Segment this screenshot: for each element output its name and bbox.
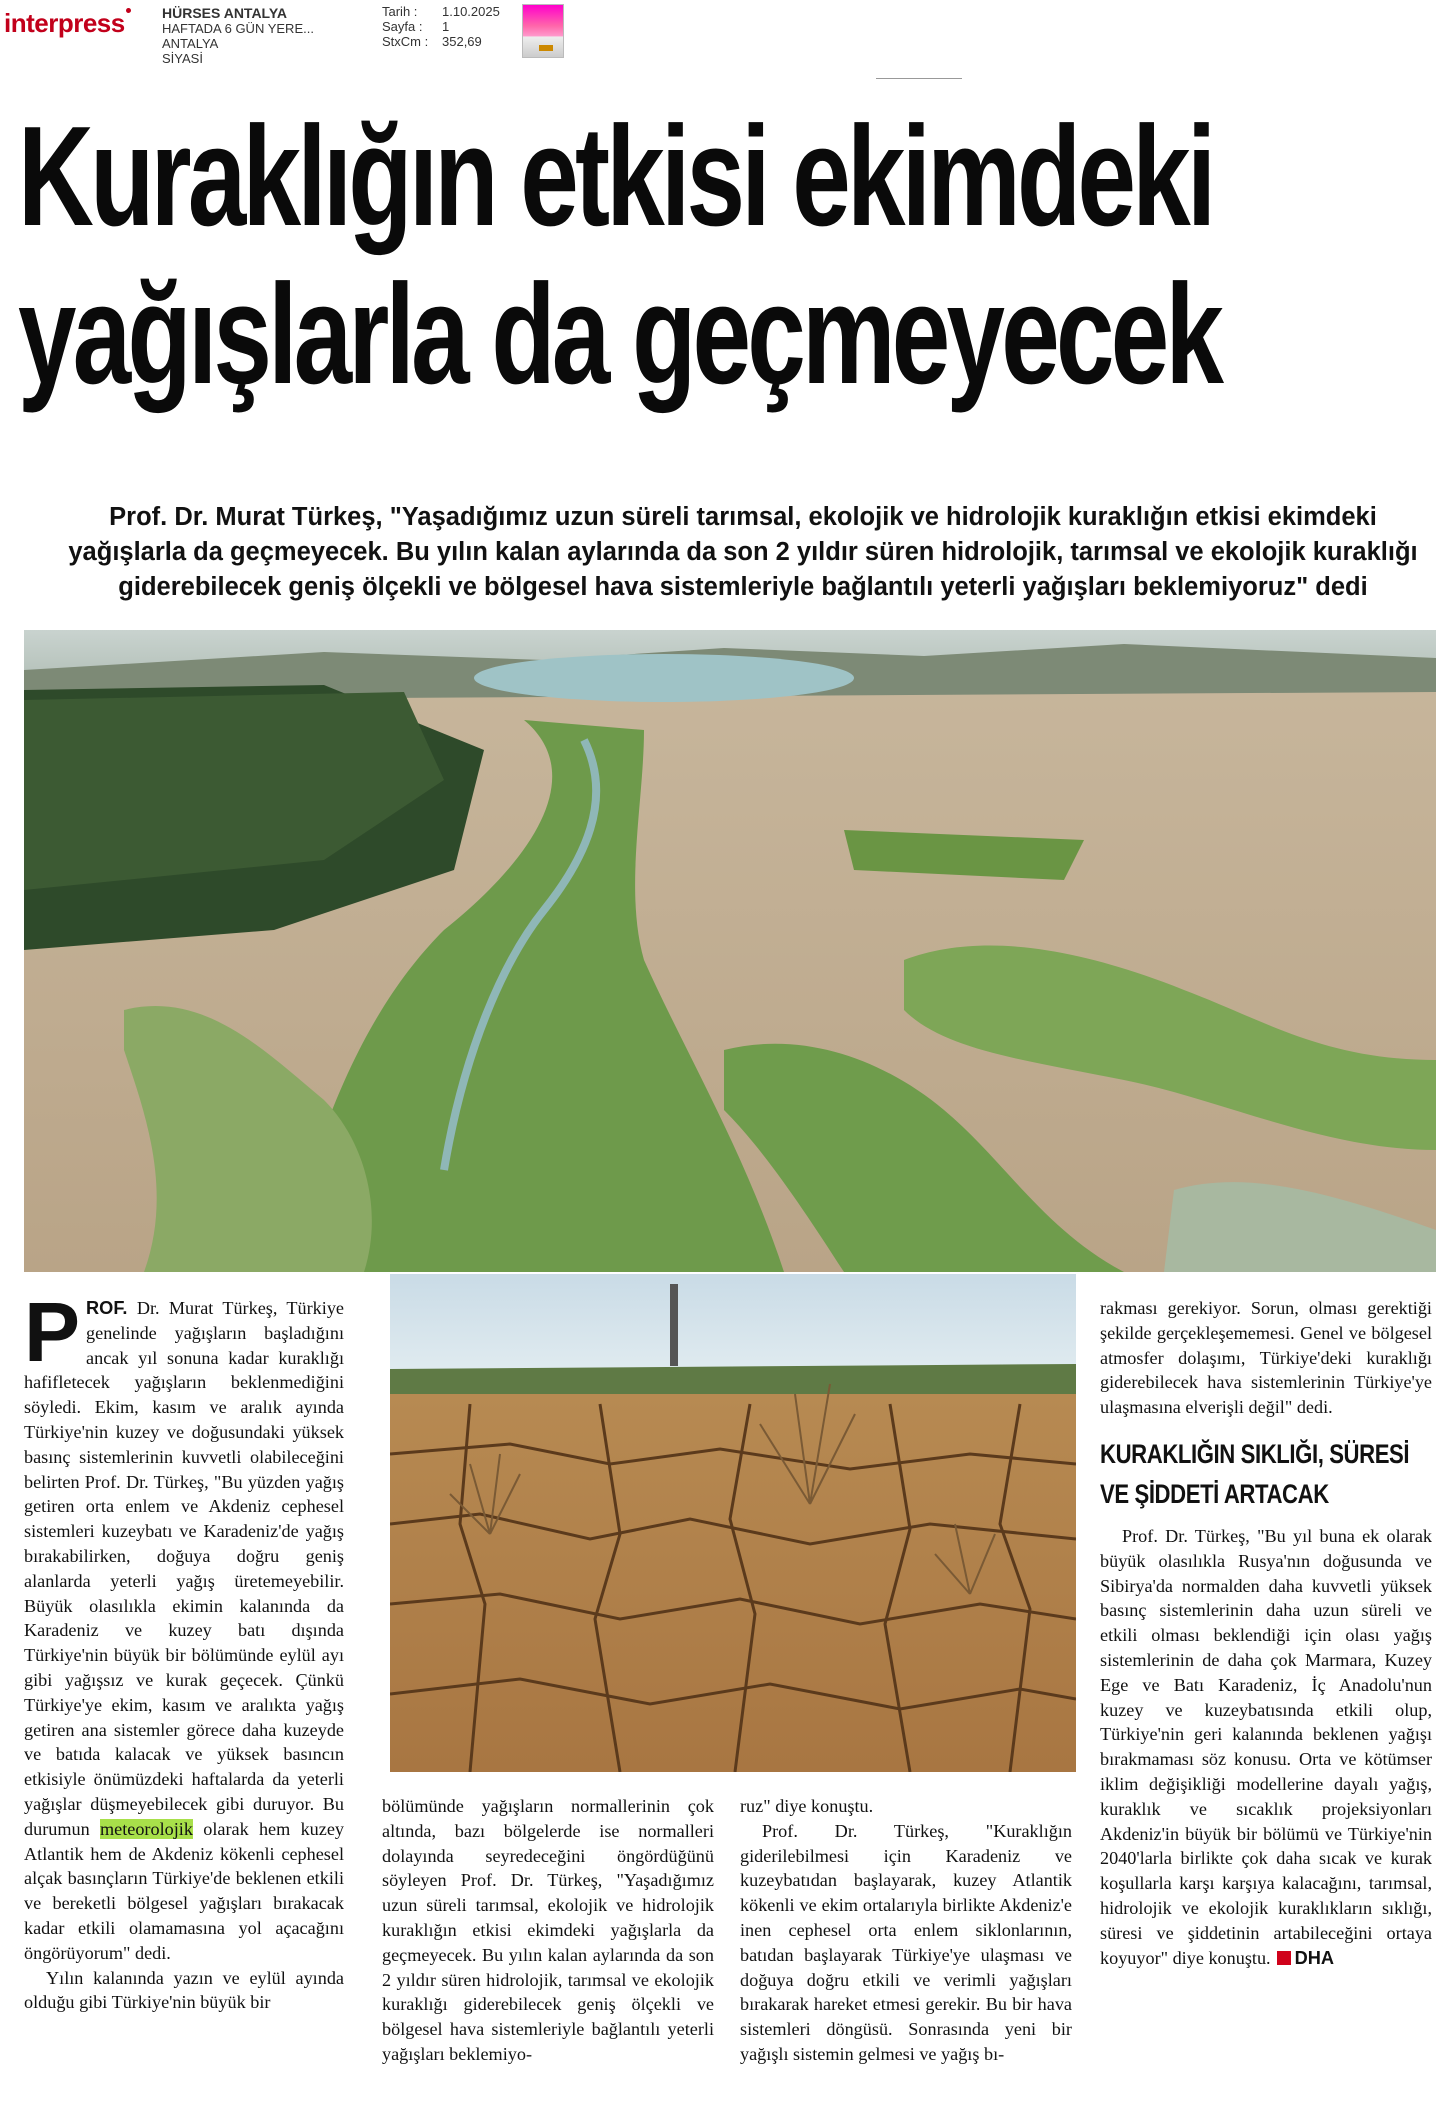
subheading-line-2: VE ŞİDDETİ ARTACAK bbox=[1100, 1478, 1329, 1509]
article-column-2 bbox=[382, 1794, 714, 2067]
article-paragraph: Prof. Dr. Türkeş, "Kuraklığın giderilebilmesi için Karadeniz ve kuzeybatıdan başlayarak, kuzey Atlantik kökenli ve ekim ortalarıyla birlikte Akdeniz'e inen cephesel orta enlem siklonlarının, batıdan başlayarak Türkiye'ye ulaşması ve doğuya doğru etkili ve verimli yağışları bırakarak hareket etmesi gerekir. Bu bir hava sistemleri döngüsü. Sonrasında yeni bir yağışlı sistemin gelmesi ve yağış bı- bbox=[740, 1820, 1072, 2064]
article-paragraph bbox=[24, 1285, 344, 1966]
agency-signature: DHA bbox=[1294, 1947, 1335, 1968]
paragraph-text: Prof. Dr. Türkeş, "Bu yıl buna ek olarak büyük olasılıkla Rusya'nın doğusunda ve Sibirya'da normalden daha kuvvetli yüksek basınç sistemlerinin daha uzun süreli ve etkili olması beklendiği için olası yağış sistemlerinin de daha çok Marmara, Kuzey Ege ve Batı Karadeniz, İç Anadolu'nun kuzey ve kuzeybatısında etkili olup, Türkiye'nin geri kalanında beklenen yağışı bırakmaması söz konusu. Orta ve kötümser iklim değişikliği modellerine dayalı yağış, kuraklık ve sıcaklık projeksiyonları Akdeniz'in büyük bir bölümü ve Türkiye'nin 2040'larla birlikte çok daha sıcak ve kurak koşullarla karşı karşıya kalacağını, tarımsal, hidrolojik ve ekolojik kuraklıkların sıklığı, süresi ve şiddetinin artabileceğini ortaya koyuyor" diye konuştu. bbox=[1100, 1525, 1432, 1968]
article-paragraph bbox=[1100, 1524, 1432, 1970]
dried-reservoir-photo bbox=[24, 630, 1436, 1272]
page-label: Sayfa : bbox=[382, 19, 423, 34]
headline bbox=[18, 97, 1221, 414]
cracked-soil-photo bbox=[388, 1272, 1078, 1774]
article-paragraph: Yılın kalanında yazın ve eylül ayında olduğu gibi Türkiye'nin büyük bir bbox=[24, 1967, 344, 2013]
page-value: 1 bbox=[442, 19, 450, 34]
article-paragraph: rakması gerekiyor. Sorun, olması gerektiği şekilde gerçekleşememesi. Genel ve bölgesel atmosfer dolaşımı, Türkiye'deki kuraklığı giderebilecek hava sistemlerinin Türkiye'ye ulaşmasına elverişli değil" dedi. bbox=[1100, 1298, 1432, 1418]
date-label: Tarih : bbox=[382, 4, 418, 19]
article-column-1 bbox=[24, 1285, 344, 2015]
drop-cap: P bbox=[24, 1285, 81, 1379]
subheading-line-1: KURAKLIĞIN SIKLIĞI, SÜRESİ bbox=[1100, 1438, 1410, 1469]
lead-word: ROF. bbox=[86, 1298, 128, 1318]
article-paragraph: bölümünde yağışların normallerinin çok altında, bazı bölgelerde ise normalleri dolayında seyredeceğini öngördüğünü söyleyen Prof. Dr. Türkeş, "Yaşadığımız uzun süreli tarımsal, ekolojik ve hidrolojik kuraklığın etkisi ekimdeki yağışlarla da geçmeyecek. Bu yılın kalan aylarında da son 2 yıldır süren hidrolojik, tarımsal ve ekolojik kuraklığı giderebilecek geniş ölçekli ve bölgesel hava sistemleriyle bağlantılı yeterli yağışları beklemiyo- bbox=[382, 1796, 714, 2064]
paragraph-text: Dr. Murat Türkeş, Türkiye genelinde yağışların başladığını ancak yıl sonuna kadar kuraklığı hafifletecek yağışların beklenmediğini söyledi. Ekim, kasım ve aralık ayında Türkiye'nin kuzey ve doğusundaki yüksek basınç sistemlerinin kuvvetli olabileceğini belirten Prof. Dr. Türkeş, "Bu yüzden yağış getiren orta enlem ve Akdeniz cephesel sistemleri kuzeybatı ve Karadeniz'de yağış bırakabilirken, doğuya doğru geniş alanlarda yeterli yağış üretemeyebilir. Büyük olasılıkla ekimin kalanında da Karadeniz ve kuzey batı dışında Türkiye'nin büyük bir bölümünde eylül ayı gibi yağışsız ve kurak geçecek. Çünkü Türkiye'ye ekim, kasım ve aralıkta yağış getiren ana sistemler görece daha kuzeyde ve batıda kalacak ve yüksek basıncın etkisiyle önümüzdeki haftalarda da yeterli yağışlar düşmeyebilecek gibi duruyor. Bu durumun bbox=[24, 1298, 344, 1839]
area-value: 352,69 bbox=[442, 34, 482, 49]
article-column-3 bbox=[740, 1794, 1072, 2067]
clipping-meta bbox=[382, 4, 500, 49]
publication-region: ANTALYA bbox=[162, 36, 219, 51]
interpress-logo: interpress bbox=[4, 8, 131, 39]
page-thumbnail[interactable] bbox=[522, 4, 564, 58]
article-column-4 bbox=[1100, 1296, 1432, 1970]
headline-line-1: Kuraklığın etkisi ekimdeki bbox=[18, 97, 1213, 256]
signature-square-icon bbox=[1277, 1951, 1291, 1965]
deck-summary: Prof. Dr. Murat Türkeş, "Yaşadığımız uzun süreli tarımsal, ekolojik ve hidrolojik kuraklığın etkisi ekimdeki yağışlarla da geçmeyecek. Bu yılın kalan aylarında da son 2 yıldır süren hidrolojik, tarımsal ve ekolojik kuraklığı giderebilecek geniş ölçekli ve bölgesel hava sistemleriyle bağlantılı yeterli yağışları beklemiyoruz" dedi bbox=[68, 503, 1418, 601]
paragraph-text: olarak hem kuzey Atlantik hem de Akdeniz kökenli cephesel alçak basınçların Türkiye'de beklenen etkili ve bereketli bölgesel yağışları bırakacak kadar etkili olamamasına yol açacağını öngörüyorum" dedi. bbox=[24, 1818, 344, 1963]
highlighted-term: meteorolojik bbox=[99, 1818, 193, 1839]
publication-name: HÜRSES ANTALYA bbox=[162, 5, 287, 21]
clipping-source bbox=[162, 6, 314, 66]
date-value: 1.10.2025 bbox=[442, 4, 500, 19]
publication-section: SİYASİ bbox=[162, 51, 203, 66]
subheading bbox=[1100, 1434, 1428, 1514]
article-paragraph: ruz" diye konuştu. bbox=[740, 1796, 874, 1816]
publication-frequency: HAFTADA 6 GÜN YERE... bbox=[162, 21, 314, 36]
headline-line-2: yağışlarla da geçmeyecek bbox=[18, 255, 1221, 414]
divider bbox=[876, 78, 962, 79]
area-label: StxCm : bbox=[382, 34, 429, 49]
